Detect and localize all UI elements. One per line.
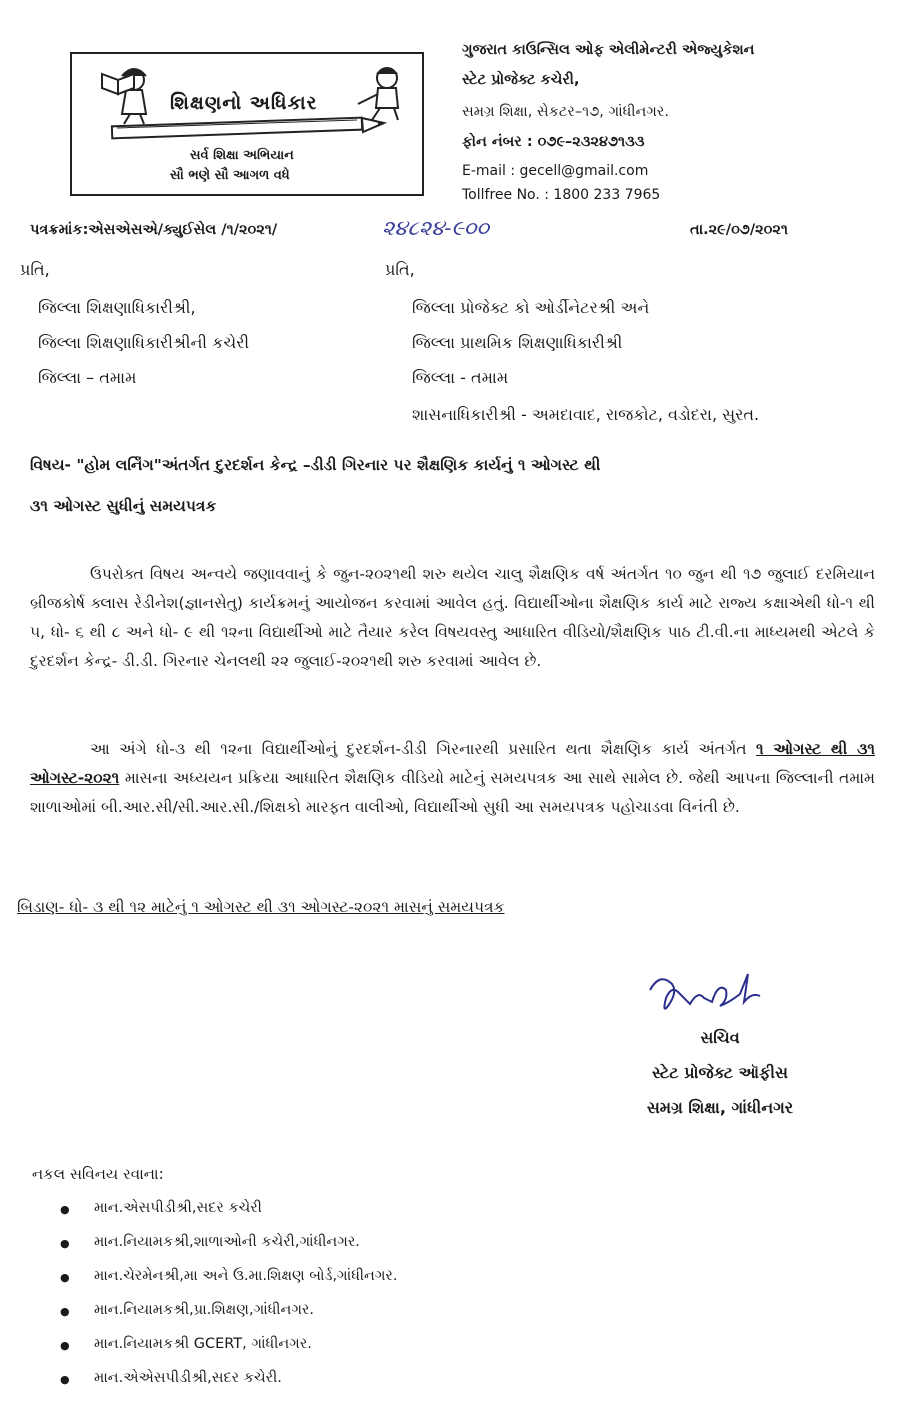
enclosure-line: બિડાણ- ધો- ૩ થી ૧૨ માટેનું ૧ ઓગસ્ટ થી ૩૧ ઓગસ્ટ-૨૦૨૧ માસનું સમયપત્રક <box>17 898 505 916</box>
reference-number: પત્રક્રમાંક:એસએસએ/ક્યુઈસેલ /૧/૨૦૨૧/ <box>30 222 278 238</box>
recipient-left-line-3: જિલ્લા – તમામ <box>38 368 137 387</box>
subject-line-2: ૩૧ ઓગસ્ટ સુધીનું સમયપત્રક <box>30 497 217 515</box>
body-paragraph-2-start: આ અંગે ધો-૩ થી ૧૨ના વિદ્યાર્થીઓનું દુરદર્શન-ડીડી ગિરનારથી પ્રસારિત થતા શૈક્ષણિક કાર્ય અંતર્ગત <box>90 740 756 758</box>
logo-subtitle-2: સૌ ભણે સૌ આગળ વધે <box>170 168 290 183</box>
pencil-icon <box>112 118 384 139</box>
recipient-right-line-4: શાસનાધિકારીશ્રી - અમદાવાદ, રાજકોટ, વડોદરા, સુરત. <box>412 405 760 424</box>
recipient-right-line-3: જિલ્લા - તમામ <box>412 368 509 387</box>
boy-icon <box>358 68 398 120</box>
list-item: ● માન.નિયામકશ્રી,પ્રા.શિક્ષણ,ગાંધીનગર. <box>60 1302 398 1336</box>
recipient-left-line-1: જિલ્લા શિક્ષણાધિકારીશ્રી, <box>38 298 196 317</box>
list-item: ● માન.એએસપીડીશ્રી,સદર કચેરી. <box>60 1370 398 1404</box>
handwritten-reference-number: ૨૪૮૨૪-૯૦૦ <box>382 216 490 240</box>
letter-date: તા.૨૯/૦૭/૨૦૨૧ <box>690 222 789 238</box>
copy-to-list <box>60 1200 398 1404</box>
list-item: ● માન.નિયામકશ્રી,શાળાઓની કચેરી,ગાંધીનગર. <box>60 1234 398 1268</box>
recipient-right-line-2: જિલ્લા પ્રાથમિક શિક્ષણાધિકારીશ્રી <box>412 333 623 352</box>
recipient-left-prati: પ્રતિ, <box>20 260 50 279</box>
signature-office: સ્ટેટ પ્રોજેક્ટ ઑફીસ <box>652 1063 788 1082</box>
org-phone: ફોન નંબર : ૦૭૯–૨૩૨૪૭૧૩૩ <box>462 134 645 150</box>
body-paragraph-2 <box>30 735 875 822</box>
org-tollfree: Tollfree No. : 1800 233 7965 <box>462 187 661 203</box>
list-item: ● માન.ચેરમેનશ્રી,મા અને ઉ.મા.શિક્ષણ બોર્ડ,ગાંધીનગર. <box>60 1268 398 1302</box>
org-name: ગુજરાત કાઉન્સિલ ઓફ એલીમેન્ટરી એજ્યુકેશન <box>462 42 755 58</box>
body-paragraph-1: ઉપરોક્ત વિષય અન્વયે જણાવવાનું કે જુન-૨૦૨૧થી શરુ થયેલ ચાલુ શૈક્ષણિક વર્ષ અંતર્ગત ૧૦ જુન થી ૧૭ જુલાઈ દરમિયાન બ્રીજકોર્ષ ક્લાસ રેડીનેશ(જ્ઞાનસેતુ) કાર્યક્રમનું આયોજન કરવામાં આવેલ હતું. વિદ્યાર્થીઓના શૈક્ષણિક કાર્ય માટે રાજ્ય કક્ષાએથી ધો-૧ થી ૫, ધો- ૬ થી ૮ અને ધો- ૯ થી ૧૨ના વિદ્યાર્થીઓ માટે તૈયાર કરેલ વિષયવસ્તુ આધારિત વીડિયો/શૈક્ષણિક પાઠ ટી.વી.ના માધ્યમથી એટલે કે દુરદર્શન કેન્દ્ર- ડી.ડી. ગિરનાર ચેનલથી ૨૨ જુલાઈ-૨૦૨૧થી શરુ કરવામાં આવેલ છે. <box>30 565 875 670</box>
girl-reading-icon <box>102 69 146 124</box>
recipient-left-line-2: જિલ્લા શિક્ષણાધિકારીશ્રીની કચેરી <box>38 333 250 352</box>
org-office: સ્ટેટ પ્રોજેક્ટ કચેરી, <box>462 72 580 88</box>
signature-place: સમગ્ર શિક્ષા, ગાંધીનગર <box>646 1098 794 1117</box>
org-address: સમગ્ર શિક્ષા, સેકટર–૧૭, ગાંધીનગર. <box>462 104 669 120</box>
logo-title: શિક્ષણનો અધિકાર <box>170 92 318 114</box>
list-item: ● માન.એસપીડીશ્રી,સદર કચેરી <box>60 1200 398 1234</box>
body-paragraph-2-end: માસના અધ્યયન પ્રક્રિયા આધારિત શૈક્ષણિક વીડિયો માટેનું સમયપત્રક આ સાથે સામેલ છે. જેથી આપના જિલ્લાની તમામ શાળાઓમાં બી.આર.સી/સી.આર.સી./શિક્ષકો મારફત વાલીઓ, વિદ્યાર્થીઓ સુધી આ સમયપત્રક પહોચાડવા વિનંતી છે. <box>30 769 875 816</box>
subject-line-1: વિષય- "હોમ લર્નિંગ"અંતર્ગત દુરદર્શન કેન્દ્ર –ડીડી ગિરનાર પર શૈક્ષણિક કાર્યનું ૧ ઓગસ્ટ થી <box>30 456 601 474</box>
recipient-right-prati: પ્રતિ, <box>385 260 415 279</box>
list-item: ● માન.નિયામકશ્રી GCERT, ગાંધીનગર. <box>60 1336 398 1370</box>
recipient-right-line-1: જિલ્લા પ્રોજેક્ટ કો ઓર્ડીનેટરશ્રી અને <box>412 298 650 317</box>
signature-designation: સચિવ <box>700 1028 740 1047</box>
org-email: E-mail : gecell@gmail.com <box>462 163 649 179</box>
signature-mark <box>640 960 800 1020</box>
body-paragraph-2-date-range: ૧ ઓગસ્ટ થી ૩૧ ઓગસ્ટ-૨૦૨૧ <box>30 740 875 787</box>
copy-to-title: નકલ સવિનય રવાના: <box>32 1165 164 1183</box>
logo-subtitle-1: સર્વ શિક્ષા અભિયાન <box>190 148 294 163</box>
